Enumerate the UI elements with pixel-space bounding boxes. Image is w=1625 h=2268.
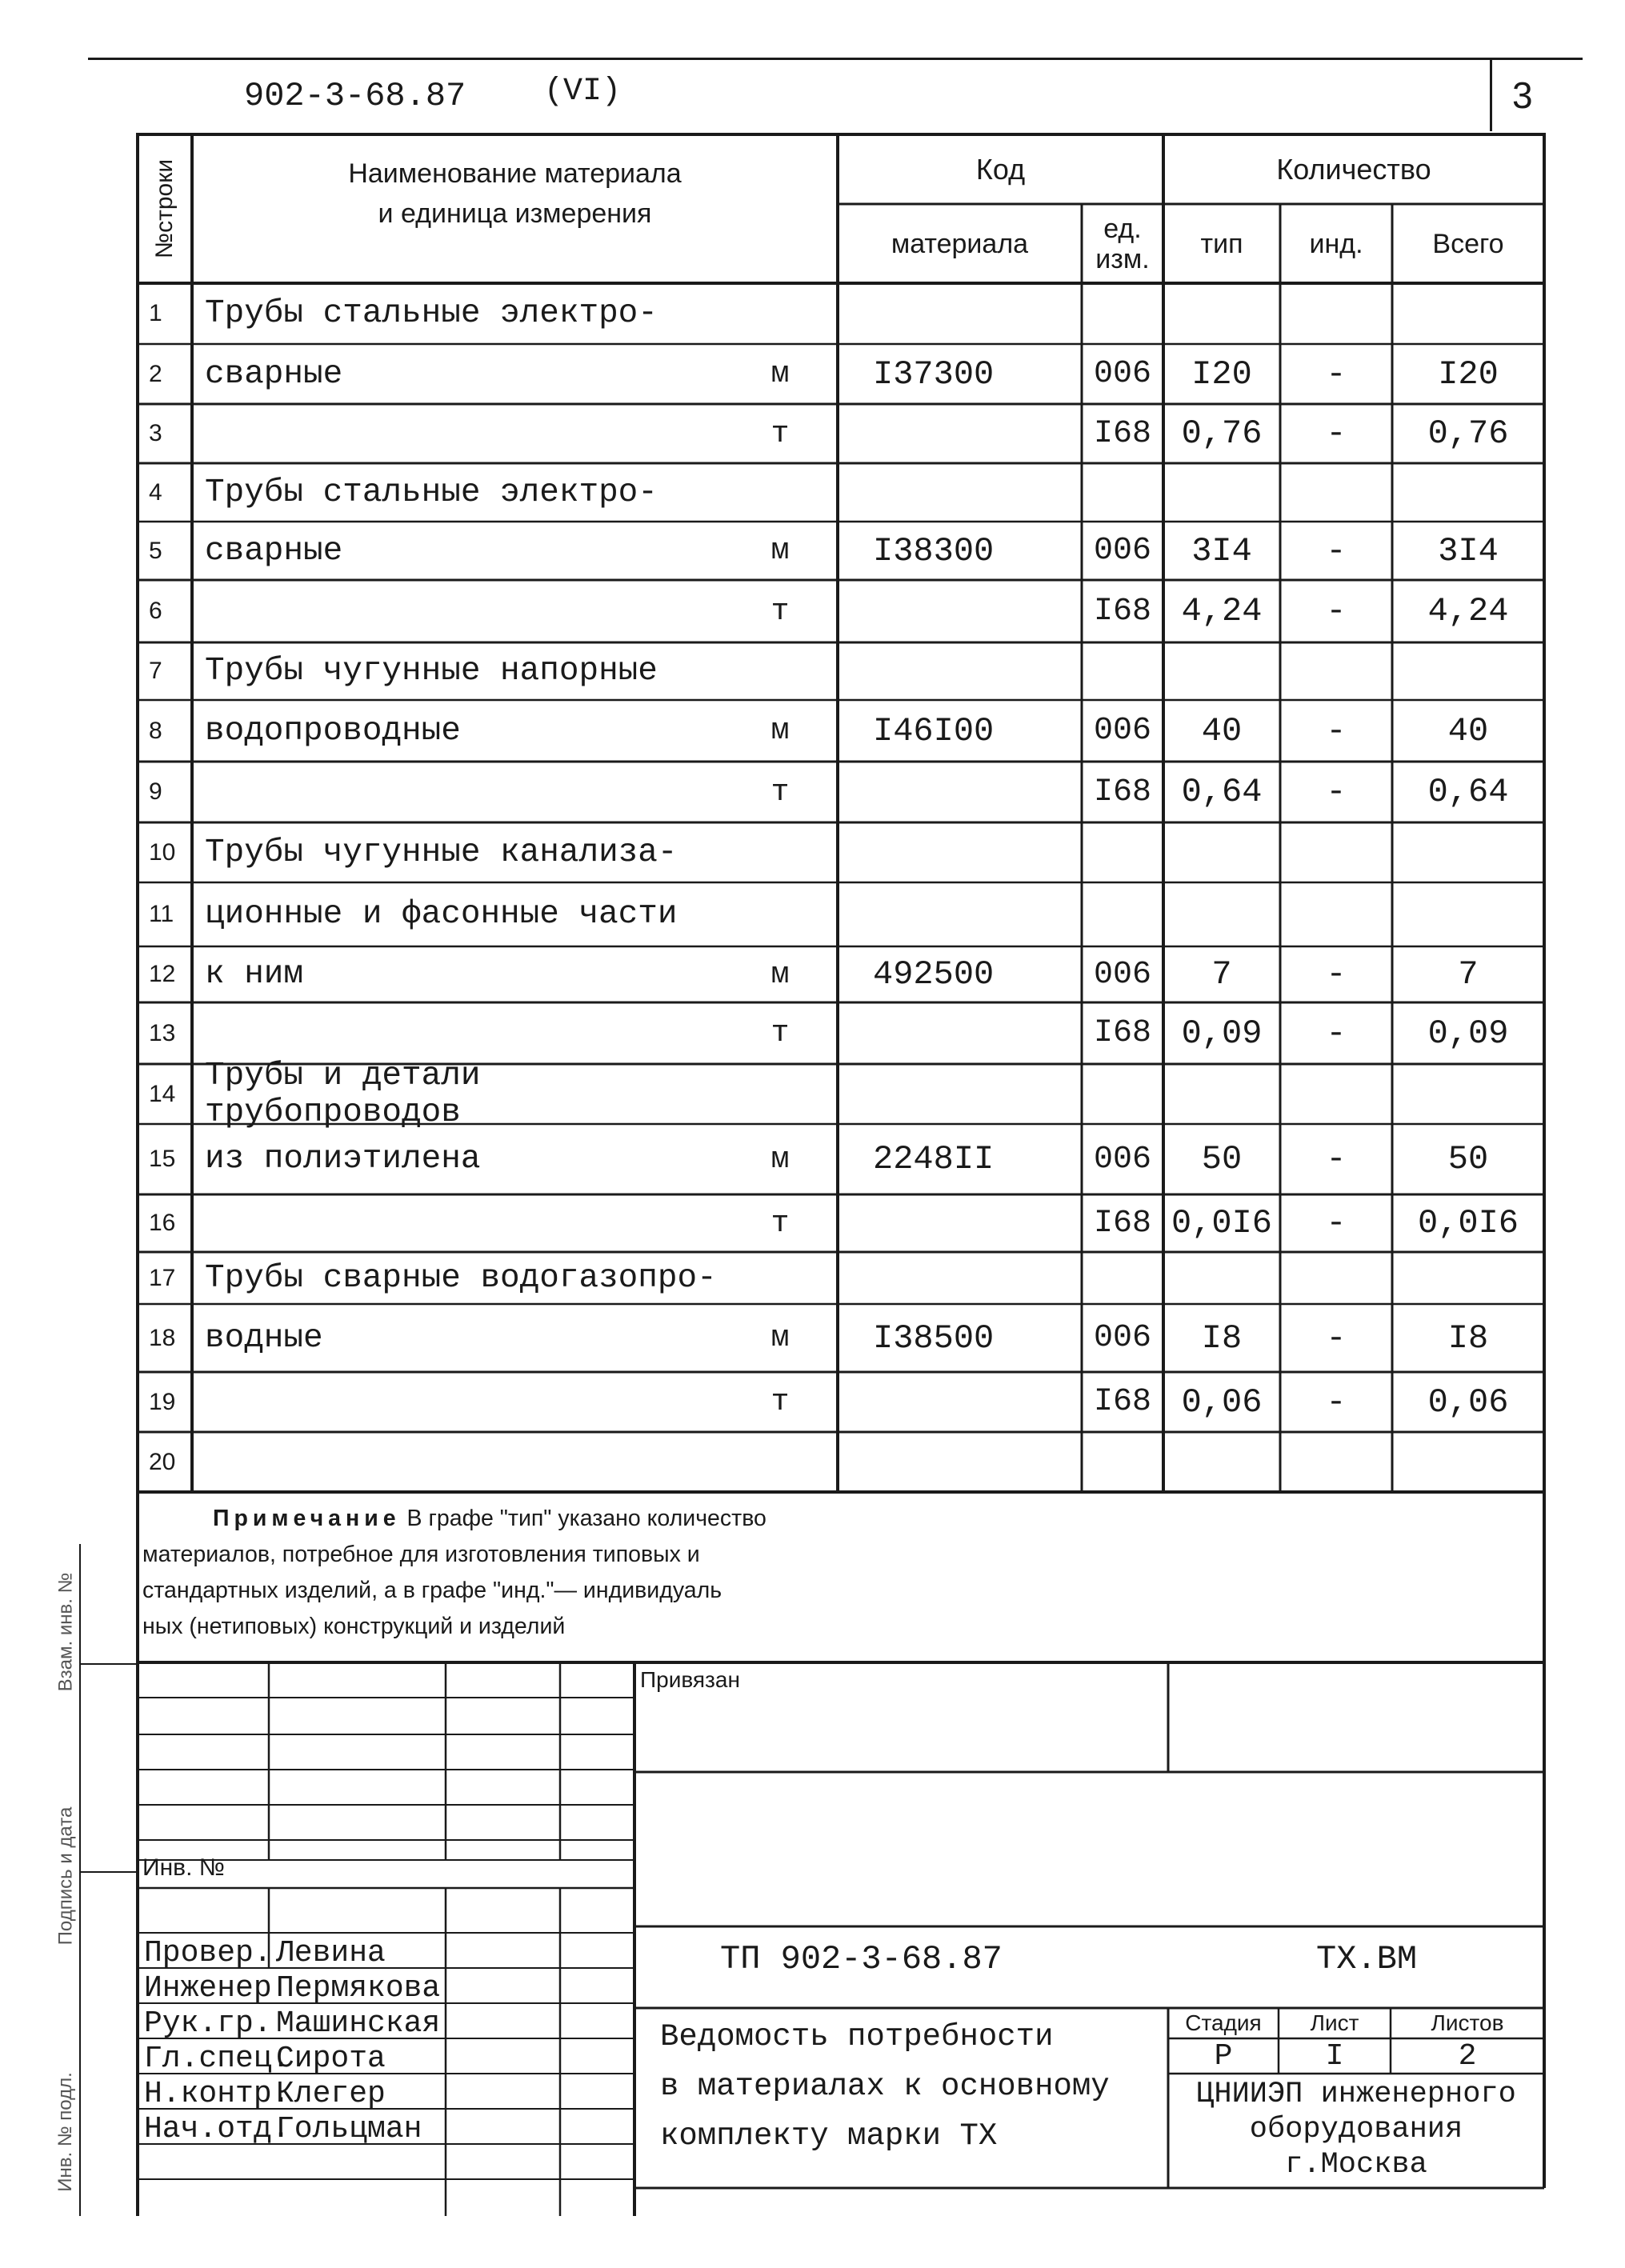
cell-total: 0,64 [1427,773,1509,811]
signature-role: Инженер [144,1971,272,2006]
document-title-line2: в материалах к основному [660,2069,1110,2104]
cell-total: 40 [1447,711,1489,750]
document-title-line3: комплекту марки ТХ [660,2118,998,2154]
document-title-line1: Ведомость потребности [660,2019,1054,2054]
privyazan-label: Привязан [640,1667,740,1692]
cell-type: 0,06 [1181,1382,1263,1422]
cell-unit: м [770,1142,790,1177]
cell-code: I46I00 [873,711,995,750]
cell-ind: - [1326,1318,1347,1358]
sheets-value: 2 [1458,2038,1477,2074]
cell-code: I38500 [873,1318,995,1358]
doc-number: ТП 902-3-68.87 [720,1940,1003,1978]
cell-name: Трубы стальные электро- [205,474,658,511]
cell-edizm: I68 [1093,1015,1151,1051]
cell-total: 4,24 [1427,592,1509,630]
cell-total: 0,0I6 [1417,1204,1519,1242]
cell-code: I37300 [873,354,995,394]
cell-n: 18 [149,1324,176,1351]
cell-name: к ним [205,956,304,993]
signature-name: Гольцман [276,2112,422,2146]
col-edizm-header: ед. изм. [1095,213,1150,274]
cell-unit: т [770,1385,790,1419]
cell-n: 3 [149,420,162,446]
cell-edizm: 006 [1093,1141,1151,1178]
cell-edizm: 006 [1093,533,1151,569]
cell-unit: м [770,957,790,992]
cell-name: сварные [205,355,343,393]
cell-n: 20 [149,1448,176,1475]
col-total-header: Всего [1432,228,1504,259]
signature-name: Левина [276,1936,386,1970]
cell-name: сварные [205,532,343,570]
cell-type: I8 [1201,1318,1243,1358]
cell-type: 4,24 [1181,592,1263,630]
signature-role: Н.контр. [144,2077,290,2111]
cell-unit: т [770,594,790,629]
signature-role: Провер. [144,1936,272,1970]
cell-name: из полиэтилена [205,1141,481,1178]
cell-ind: - [1326,955,1347,994]
signature-role: Гл.спец. [144,2042,290,2076]
cell-n: 7 [149,658,162,684]
cell-type: 40 [1201,711,1243,750]
stage-label: Стадия [1185,2010,1262,2035]
cell-type: I20 [1191,354,1252,394]
doc-version: (VI) [544,74,622,110]
cell-total: I8 [1447,1318,1489,1358]
inv-no-label: Инв. № [142,1854,225,1881]
cell-n: 16 [149,1210,176,1236]
cell-type: 3I4 [1191,531,1252,570]
cell-ind: - [1326,414,1347,453]
cell-edizm: I68 [1093,415,1151,452]
page-number: 3 [1512,74,1533,116]
sheets-label: Листов [1431,2010,1504,2035]
cell-unit: м [770,357,790,391]
cell-n: 5 [149,537,162,564]
cell-ind: - [1326,531,1347,570]
side-label-inv-podl: Инв. № подл. [54,2072,76,2192]
cell-ind: - [1326,711,1347,750]
cell-name: Трубы чугунные напорные [205,653,658,690]
cell-edizm: I68 [1093,1205,1151,1242]
sheet-label: Лист [1310,2010,1359,2035]
cell-unit: т [770,416,790,451]
cell-code: 2248II [873,1140,995,1178]
col-ind-header: инд. [1309,228,1363,259]
col-code-header: Код [975,152,1026,186]
cell-type: 50 [1201,1140,1243,1178]
cell-name: водопроводные [205,712,461,750]
cell-n: 17 [149,1264,176,1291]
cell-unit: т [770,1206,790,1241]
cell-type: 0,64 [1181,773,1263,811]
note-line2: материалов, потребное для изготовления типовых и [142,1542,700,1567]
cell-n: 10 [149,838,176,866]
sheet-value: I [1325,2038,1344,2074]
cell-total: 0,76 [1427,414,1509,453]
note-line4: ных (нетиповых) конструкций и изделий [142,1614,566,1639]
stage-value: Р [1214,2038,1233,2074]
cell-type: 0,09 [1181,1014,1263,1053]
cell-code: 492500 [873,955,995,994]
signature-role: Рук.гр. [144,2006,272,2041]
cell-name: Трубы сварные водогазопро- [205,1259,717,1297]
doc-code: 902-3-68.87 [244,77,466,115]
cell-edizm: I68 [1093,1384,1151,1420]
document-title [660,2012,1110,2161]
cell-name: ционные и фасонные части [205,896,678,933]
cell-n: 14 [149,1080,176,1107]
cell-name: Трубы и детали трубопроводов [205,1057,481,1131]
cell-edizm: I68 [1093,593,1151,630]
organization-line2: оборудования [1249,2113,1463,2146]
cell-n: 9 [149,778,162,805]
cell-edizm: 006 [1093,713,1151,749]
signature-name: Клегер [276,2077,386,2111]
doc-mark: ТХ.ВМ [1316,1940,1418,1978]
cell-n: 1 [149,300,162,326]
col-rownum-header: №строки [151,158,178,259]
cell-n: 12 [149,961,176,987]
col-type-header: тип [1200,228,1243,259]
organization-line3: г.Москва [1285,2148,1427,2182]
side-label-vzam-inv: Взам. инв. № [54,1572,76,1692]
cell-n: 6 [149,598,162,624]
cell-total: 0,06 [1427,1382,1509,1422]
cell-ind: - [1326,1382,1347,1422]
signature-name: Пермякова [276,1971,441,2006]
signature-role: Нач.отд. [144,2112,290,2146]
cell-n: 8 [149,717,162,744]
cell-name: Трубы чугунные канализа- [205,834,678,871]
organization-line1: ЦНИИЭП инженерного [1196,2078,1516,2111]
cell-type: 7 [1211,955,1232,994]
col-quantity-header: Количество [1276,152,1431,186]
cell-unit: т [770,774,790,810]
cell-ind: - [1326,592,1347,630]
cell-ind: - [1326,1140,1347,1178]
note-line1: В графе "тип" указано количество [406,1506,766,1531]
col-name-header: Наименование материала и единица измерения [348,158,682,229]
cell-n: 2 [149,360,162,387]
cell-name: Трубы стальные электро- [205,295,658,332]
cell-n: 19 [149,1388,176,1415]
cell-unit: т [770,1016,790,1050]
cell-ind: - [1326,773,1347,811]
organization-name [1168,2077,1544,2182]
cell-total: 0,09 [1427,1014,1509,1053]
col-material-header: материала [891,228,1029,259]
cell-type: 0,0I6 [1171,1204,1273,1242]
cell-n: 15 [149,1146,176,1172]
cell-edizm: 006 [1093,1320,1151,1356]
cell-ind: - [1326,1014,1347,1053]
cell-type: 0,76 [1181,414,1263,453]
cell-total: 7 [1458,955,1479,994]
cell-unit: м [770,1321,790,1355]
cell-code: I38300 [873,531,995,570]
cell-total: I20 [1438,354,1499,394]
cell-edizm: I68 [1093,774,1151,810]
cell-ind: - [1326,354,1347,394]
cell-total: 3I4 [1438,531,1499,570]
cell-n: 11 [149,901,174,927]
cell-name: водные [205,1319,323,1357]
cell-unit: м [770,714,790,748]
cell-edizm: 006 [1093,356,1151,392]
note-line3: стандартных изделий, а в графе "инд."— индивидуаль [142,1578,722,1603]
side-label-signature-date: Подпись и дата [54,1806,76,1946]
cell-n: 4 [149,478,162,506]
signature-name: Машинская [276,2006,441,2041]
cell-n: 13 [149,1019,176,1046]
note-title: Примечание [213,1506,401,1531]
cell-edizm: 006 [1093,956,1151,993]
cell-unit: м [770,534,790,568]
signature-name: Сирота [276,2042,386,2076]
cell-total: 50 [1447,1140,1489,1178]
cell-ind: - [1326,1204,1347,1242]
